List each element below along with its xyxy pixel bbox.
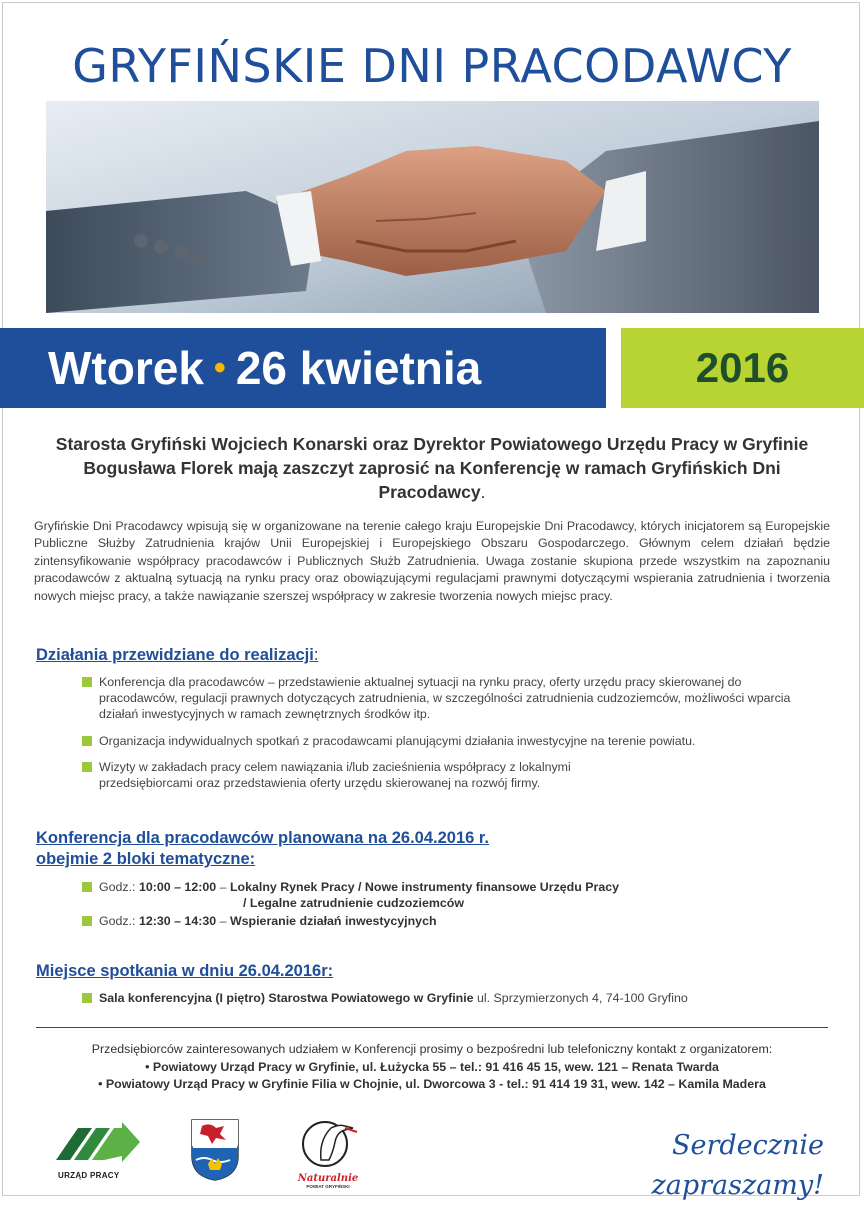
urzad-pracy-logo (52, 1122, 142, 1182)
green-square-bullet-icon (82, 762, 92, 772)
naturalnie-logo-text: Naturalnie (297, 1173, 359, 1184)
list-item (82, 733, 802, 749)
green-square-bullet-icon (82, 916, 92, 926)
action-item-text: Wizyty w zakładach pracy celem nawiązania i/lub zacieśnienia współpracy z lokalnymi przedsiębiorcami oraz przedstawienia oferty urzędu skierowanej na rozwój firmy. (99, 759, 571, 791)
contact-intro: Przedsiębiorców zainteresowanych udziałem w Konferencji prosimy o bezpośredni lub telefoniczny kontakt z organizatorem: (91, 1042, 773, 1056)
coat-of-arms-logo (190, 1118, 240, 1182)
block-dash: – (219, 914, 227, 929)
event-year: 2016 (695, 344, 790, 391)
block-topic: Lokalny Rynek Pracy / Nowe instrumenty finansowe Urzędu Pracy (229, 880, 620, 894)
intro-paragraph: Gryfińskie Dni Pracodawcy wpisują się w organizowane na terenie całego kraju Europejskie Dni Pracodawcy, których inicjatorem są Europejskie Publiczne Służby Zatrudnienia krajów Unii Europejskiej i Europejskiego Obszaru Gospodarczego. Głównym celem działań będzie zintensyfikowanie współpracy pracodawców i Publicznych Służb Zatrudnienia. Uwaga zostanie skupiona przede wszystkim na zapoznaniu pracodawców z aktualną sytuacją na rynku pracy oraz obowiązującymi regulacjami prawnymi dotyczącymi wspierania zatrudnienia i tworzenia nowych miejsc pracy, a także nawiązanie szerszej współpracy w zakresie tworzenia nowych miejsc pracy. (34, 519, 830, 603)
block-topic-continued: / Legalne zatrudnienie cudzoziemców (243, 896, 465, 911)
contact-line-chojna: • Powiatowy Urząd Pracy w Gryfinie Filia w Chojnie, ul. Dworcowa 3 - tel.: 91 414 19 31, wew. 142 – Kamila Madera (98, 1077, 766, 1091)
block-time-label: Godz.: (99, 880, 136, 894)
actions-heading-colon: : (313, 646, 319, 664)
conference-heading (36, 828, 489, 870)
event-day-date: 26 kwietnia (235, 342, 482, 394)
venue-address: ul. Sprzymierzonych 4, 74-100 Gryfino (477, 991, 688, 1005)
invitation-lead (30, 432, 834, 504)
list-item (82, 674, 802, 723)
block-dash: – (219, 880, 227, 894)
actions-heading (36, 645, 318, 666)
closing-greeting: Serdecznie zapraszamy! (651, 1130, 824, 1201)
list-item (82, 759, 659, 791)
urzad-pracy-arrows-icon (52, 1122, 142, 1166)
conference-blocks (82, 879, 802, 930)
conference-heading-line1: Konferencja dla pracodawców planowana na 26.04.2016 r. (36, 829, 490, 847)
page-title: GRYFIŃSKIE DNI PRACODAWCY (72, 39, 792, 93)
handshake-photo (46, 101, 819, 313)
urzad-pracy-logo-text: URZĄD PRACY (58, 1171, 120, 1180)
block-time: 12:30 – 14:30 (138, 914, 217, 929)
list-item (82, 990, 822, 1006)
action-item-text: Konferencja dla pracodawców – przedstawienie aktualnej sytuacji na rynku pracy, oferty urzędu pracy skierowanej do pracodawców, regulacji prawnych dotyczących zatrudnienia, w szczególności zatrudnienia cudzoziemców, możliwości wparcia działań inwestycyjnych w ramach zewnętrznych środków itp. (99, 675, 791, 722)
action-item-text: Organizacja indywidualnych spotkań z pracodawcami planującymi działania inwestycyjne na terenie powiatu. (99, 733, 696, 748)
event-day: Wtorek (48, 342, 204, 394)
block-time-label: Godz.: (99, 914, 136, 929)
green-square-bullet-icon (82, 736, 92, 746)
invitation-period: . (480, 482, 486, 502)
naturalnie-logo (295, 1118, 361, 1189)
venue-heading: Miejsce spotkania w dniu 26.04.2016r: (36, 962, 334, 980)
event-date (48, 338, 481, 402)
green-square-bullet-icon (82, 677, 92, 687)
list-item (82, 913, 802, 929)
block-topic: Wspieranie działań inwestycyjnych (229, 914, 437, 929)
list-item (82, 879, 802, 911)
venue-list (82, 990, 822, 1006)
actions-list (82, 674, 802, 791)
green-square-bullet-icon (82, 882, 92, 892)
contact-divider (36, 1027, 828, 1028)
stork-icon (321, 1125, 353, 1160)
conference-heading-line2: obejmie 2 bloki tematyczne: (36, 850, 256, 868)
venue-place: Sala konferencyjna (I piętro) Starostwa Powiatowego w Gryfinie (99, 991, 474, 1005)
date-separator-dot: • (213, 348, 226, 387)
naturalnie-logo-subtext: POWIAT GRYFIŃSKI (306, 1184, 350, 1189)
actions-heading-text: Działania przewidziane do realizacji (36, 646, 314, 664)
block-time: 10:00 – 12:00 (138, 880, 217, 894)
contact-line-gryfino: • Powiatowy Urząd Pracy w Gryfinie, ul. Łużycka 55 – tel.: 91 416 45 15, wew. 121 – Renata Twarda (145, 1059, 719, 1074)
invitation-text: Starosta Gryfiński Wojciech Konarski oraz Dyrektor Powiatowego Urzędu Pracy w Gryfinie Bogusława Florek mają zaszczyt zaprosić na Konferencję w ramach Gryfińskich Dni Pracodawcy (55, 434, 809, 502)
green-square-bullet-icon (82, 993, 92, 1003)
contact-section (30, 1041, 834, 1094)
